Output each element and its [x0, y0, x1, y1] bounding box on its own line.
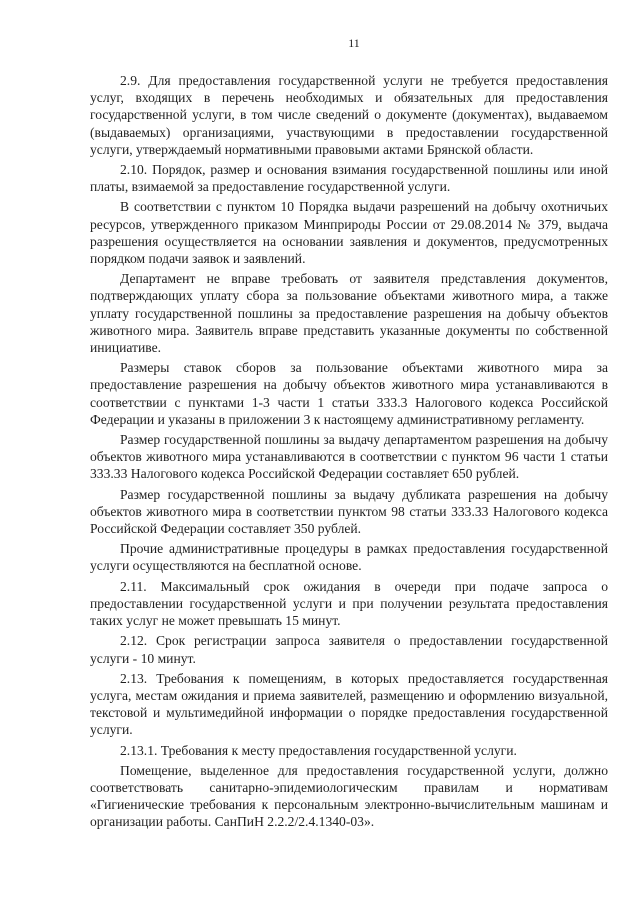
paragraph-duty-permit: Размер государственной пошлины за выдачу департаментом разрешения на добычу объектов животного мира устанавливаются в соответствии с пунктом 96 части 1 статьи 333.33 Налогового кодекса Российской Федерации составляет 650 рублей.: [90, 432, 608, 482]
paragraph-fee-rates: Размеры ставок сборов за пользование объектами животного мира за предоставление разрешения на добычу объектов животного мира устанавливаются в соответствии с пунктами 1-3 части 1 статьи 333.3 Налогового кодекса Российской Федерации и указаны в приложении 3 к настоящему административному регламенту.: [90, 360, 608, 427]
paragraph-2-13: 2.13. Требования к помещениям, в которых предоставляется государственная услуга, местам ожидания и приема заявителей, размещению и оформлению визуальной, текстовой и мультимедийной информации о порядке предоставления государственной услуги.: [90, 670, 608, 738]
paragraph-2-12: 2.12. Срок регистрации запроса заявителя о предоставлении государственной услуги - 10 минут.: [90, 633, 608, 666]
paragraph-permit-issuance: В соответствии с пунктом 10 Порядка выдачи разрешений на добычу охотничьих ресурсов, утвержденного приказом Минприроды России от 29.08.2014 № 379, выдача разрешения осуществляется на основании заявления и документов, предусмотренных порядком подачи заявок и заявлений.: [90, 199, 608, 267]
paragraph-premises-requirements: Помещение, выделенное для предоставления государственной услуги, должно соответствовать санитарно-эпидемиологическим правилам и нормативам «Гигиенические требования к персональным электронно-вычислительным машинам и организации работы. СанПиН 2.2.2/2.4.1340-03».: [90, 762, 608, 830]
paragraph-department-documents: Департамент не вправе требовать от заявителя представления документов, подтверждающих уплату сбора за пользование объектами животного мира, а также уплату государственной пошлины за предоставление разрешения на добычу объектов животного мира. Заявитель вправе представить указанные документы по собственной инициативе.: [90, 271, 608, 356]
paragraph-2-10: 2.10. Порядок, размер и основания взимания государственной пошлины или иной платы, взимаемой за предоставление государственной услуги.: [90, 162, 608, 195]
paragraph-2-11: 2.11. Максимальный срок ожидания в очереди при подаче запроса о предоставлении государственной услуги и при получении результата предоставления таких услуг не может превышать 15 минут.: [90, 578, 608, 629]
paragraph-other-procedures: Прочие административные процедуры в рамках предоставления государственной услуги осуществляются на бесплатной основе.: [90, 541, 608, 574]
paragraph-duty-duplicate: Размер государственной пошлины за выдачу дубликата разрешения на добычу объектов животного мира в соответствии пунктом 98 статьи 333.33 Налогового кодекса Российской Федерации составляет 350 рублей.: [90, 486, 608, 537]
paragraph-2-13-1: 2.13.1. Требования к месту предоставления государственной услуги.: [120, 742, 517, 758]
page-number: 11: [348, 36, 360, 50]
paragraph-2-9: 2.9. Для предоставления государственной услуги не требуется предоставления услуг, входящих в перечень необходимых и обязательных для предоставления государственной услуги, в том числе сведений о документе (документах), выдаваемом (выдаваемых) организациями, участвующими в предоставлении государственной услуги, утверждаемый нормативными правовыми актами Брянской области.: [90, 73, 608, 157]
